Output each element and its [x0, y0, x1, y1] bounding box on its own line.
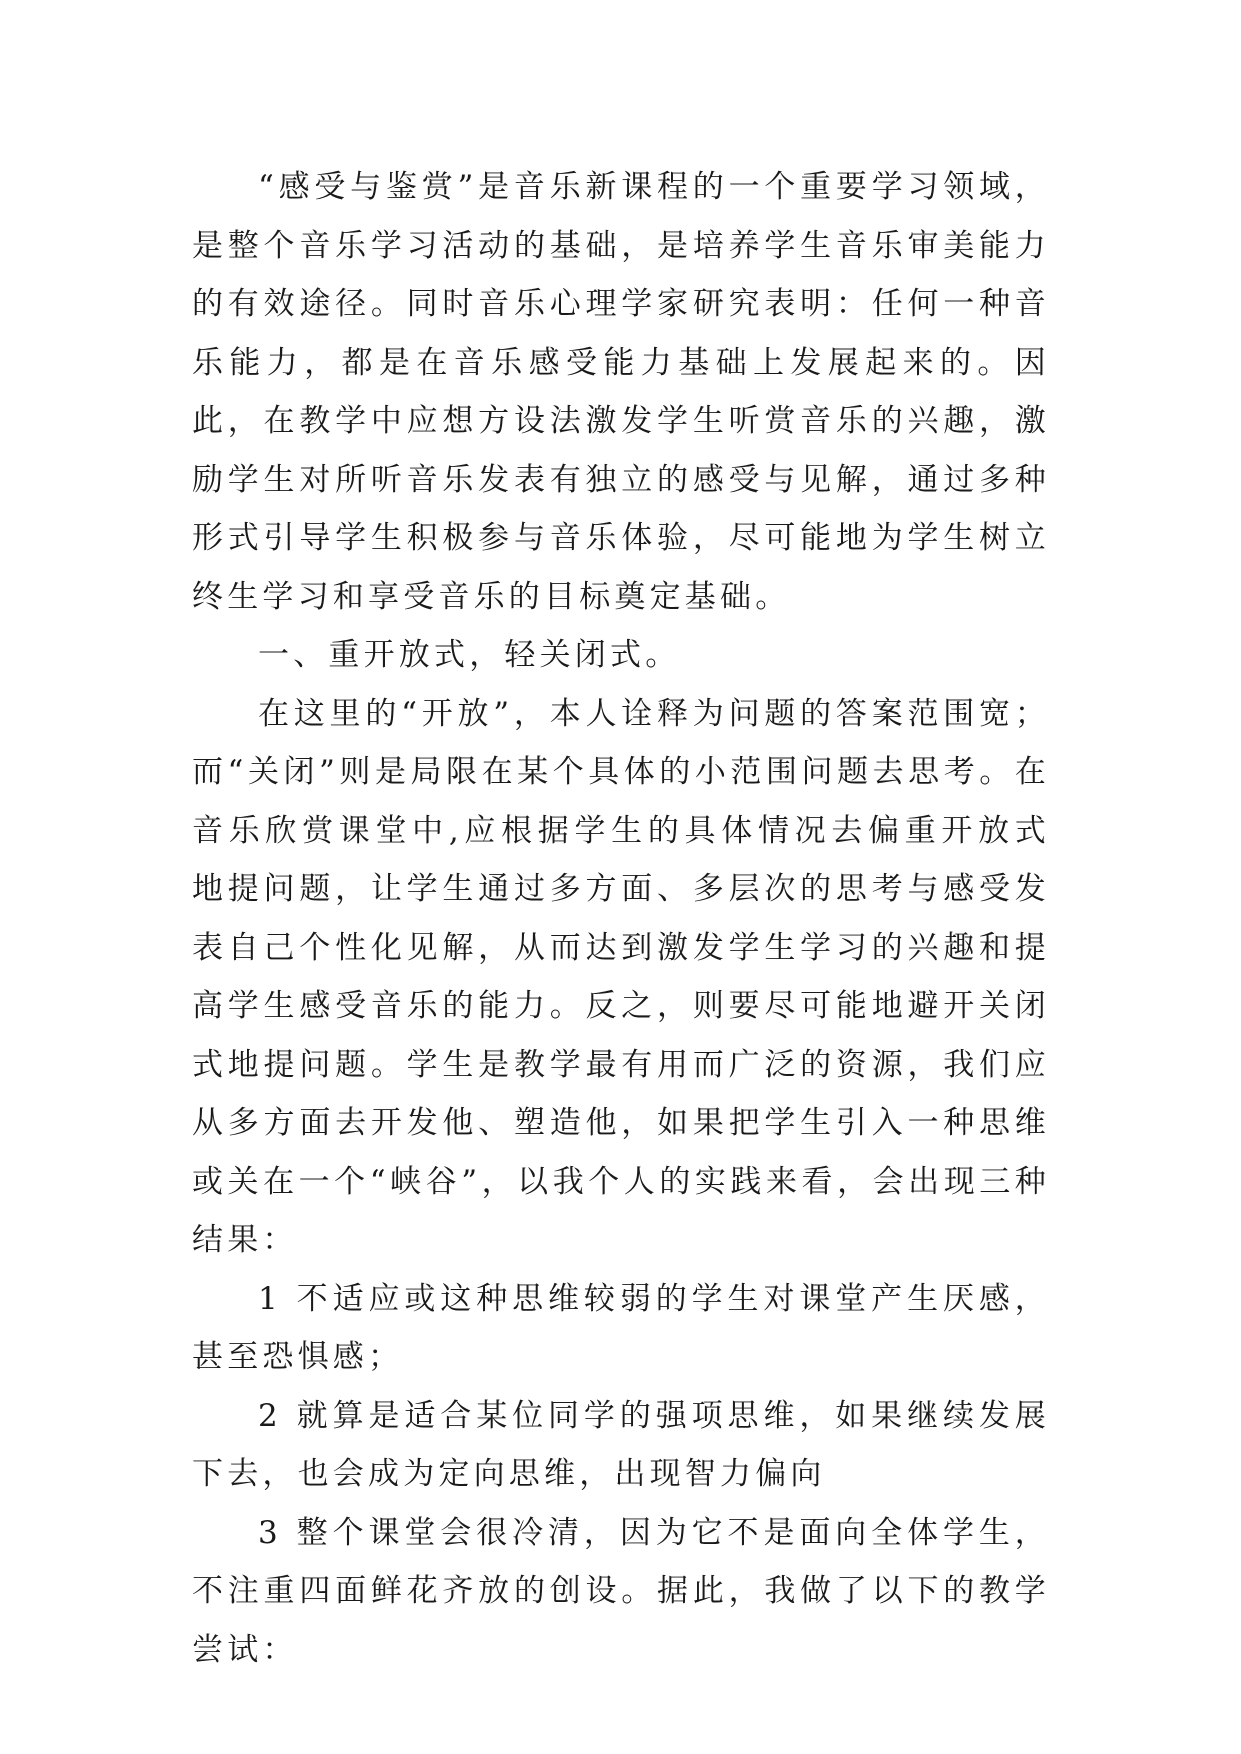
document-body: [192, 158, 1050, 1679]
list-item-result-2: 2 就算是适合某位同学的强项思维，如果继续发展下去，也会成为定向思维，出现智力偏向: [192, 1397, 1050, 1492]
section-heading-1: 一、重开放式，轻关闭式。: [258, 637, 681, 673]
list-item-result-3: 3 整个课堂会很冷清，因为它不是面向全体学生，不注重四面鲜花齐放的创设。据此，我做了以下的教学尝试：: [192, 1514, 1050, 1668]
paragraph-open-closed: 在这里的“开放”，本人诠释为问题的答案范围宽；而“关闭”则是局限在某个具体的小范围问题去思考。在音乐欣赏课堂中,应根据学生的具体情况去偏重开放式地提问题，让学生通过多方面、多层次的思考与感受发表自己个性化见解，从而达到激发学生学习的兴趣和提高学生感受音乐的能力。反之，则要尽可能地避开关闭式地提问题。学生是教学最有用而广泛的资源，我们应从多方面去开发他、塑造他，如果把学生引入一种思维或关在一个“峡谷”，以我个人的实践来看，会出现三种结果：: [192, 695, 1050, 1258]
list-item-result-1: 1 不适应或这种思维较弱的学生对课堂产生厌感，甚至恐惧感；: [192, 1280, 1050, 1375]
paragraph-intro: “感受与鉴赏”是音乐新课程的一个重要学习领域，是整个音乐学习活动的基础，是培养学生音乐审美能力的有效途径。同时音乐心理学家研究表明：任何一种音乐能力，都是在音乐感受能力基础上发展起来的。因此，在教学中应想方设法激发学生听赏音乐的兴趣，激励学生对所听音乐发表有独立的感受与见解，通过多种形式引导学生积极参与音乐体验，尽可能地为学生树立终生学习和享受音乐的目标奠定基础。: [192, 169, 1050, 615]
